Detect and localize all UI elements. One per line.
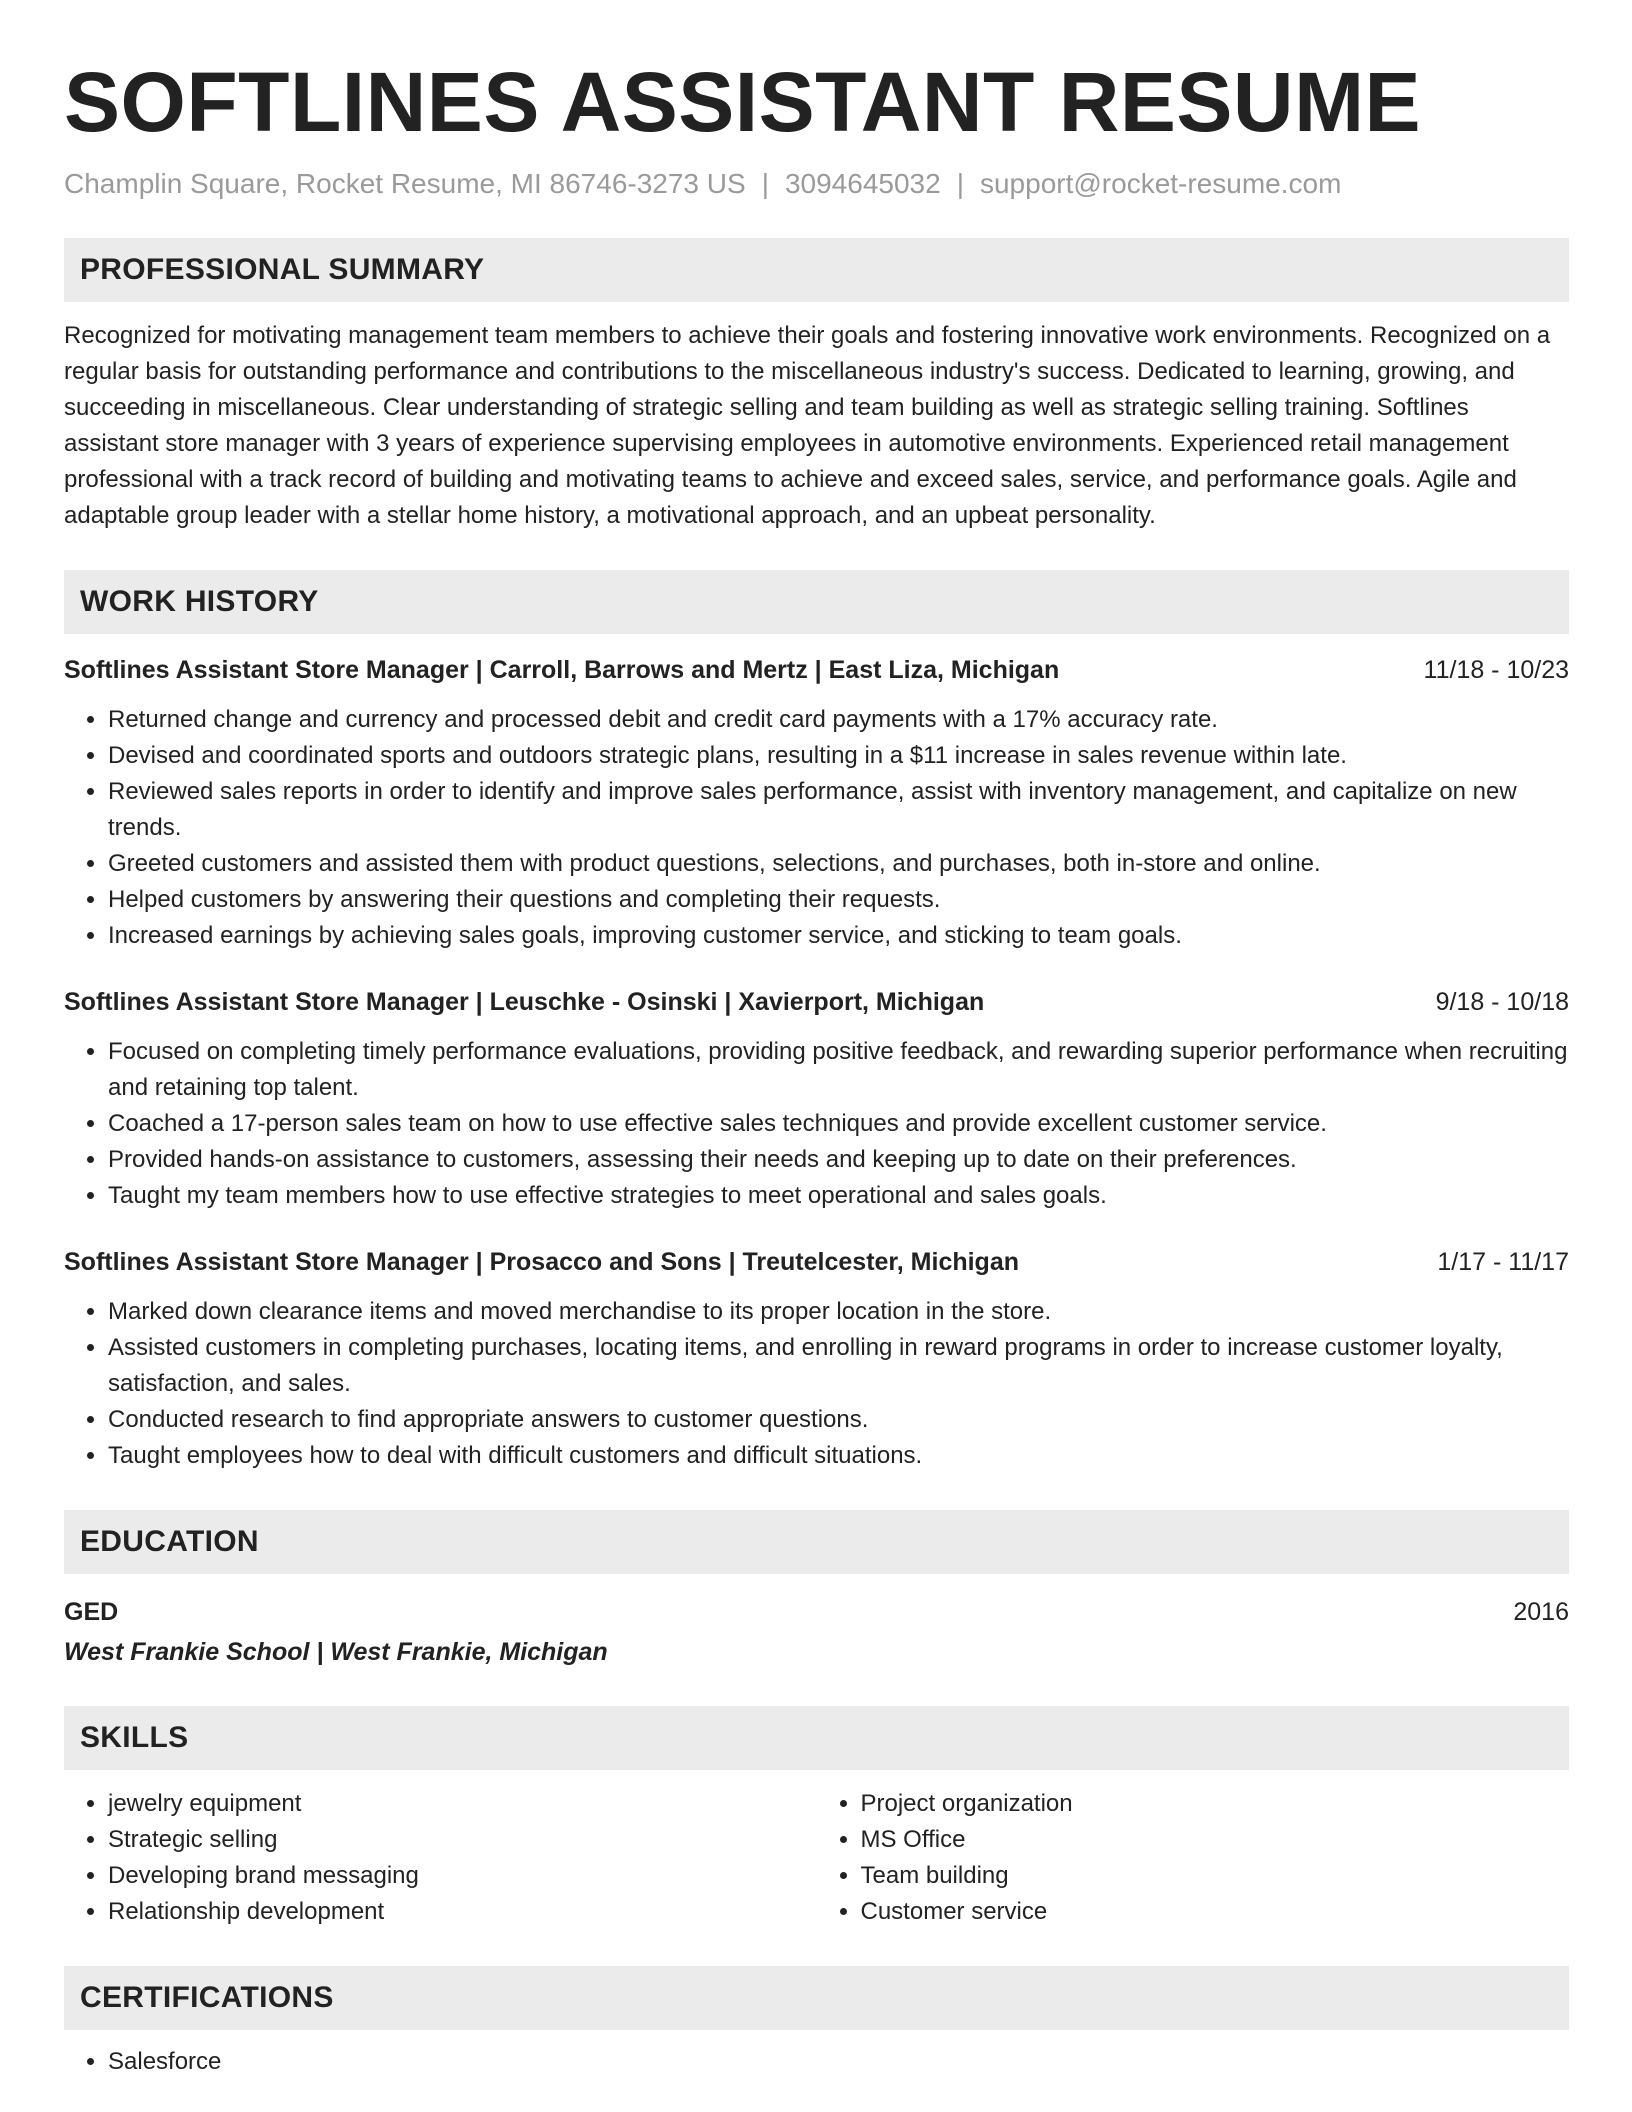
job-bullets: [64, 702, 1569, 954]
section-heading-work: WORK HISTORY: [64, 570, 1569, 634]
job-header: [64, 984, 1569, 1020]
job-dates: 11/18 - 10/23: [1423, 656, 1569, 684]
list-item: • Reviewed sales reports in order to identify and improve sales performance, assist with inventory management, and capitalize on new trends.: [108, 774, 1569, 846]
education-year: 2016: [1513, 1598, 1569, 1626]
list-item: • Devised and coordinated sports and outdoors strategic plans, resulting in a $11 increase in sales revenue within late.: [108, 738, 1569, 774]
education-school: West Frankie School | West Frankie, Michigan: [64, 1638, 608, 1666]
list-item: • Returned change and currency and processed debit and credit card payments with a 17% accuracy rate.: [108, 702, 1569, 738]
job-title: Softlines Assistant Store Manager | Prosacco and Sons | Treutelcester, Michigan: [64, 1248, 1020, 1276]
job-header: [64, 1244, 1569, 1280]
list-item: • jewelry equipment: [108, 1786, 817, 1822]
list-item: • Focused on completing timely performance evaluations, providing positive feedback, and rewarding superior performance when recruiting and retaining top talent.: [108, 1034, 1569, 1106]
list-item: • Taught employees how to deal with difficult customers and difficult situations.: [108, 1438, 1569, 1474]
education-header: [64, 1594, 1569, 1630]
job-bullets: [64, 1294, 1569, 1474]
job-title: Softlines Assistant Store Manager | Carroll, Barrows and Mertz | East Liza, Michigan: [64, 656, 1060, 684]
contact-email: support@rocket-resume.com: [979, 168, 1342, 199]
summary-text: Recognized for motivating management team members to achieve their goals and fostering innovative work environments. Recognized on a regular basis for outstanding performance and contributions to the miscellaneous industry's success. Dedicated to learning, growing, and succeeding in miscellaneous. Clear understanding of strategic selling and team building as well as strategic selling training. Softlines assistant store manager with 3 years of experience supervising employees in automotive environments. Experienced retail management professional with a track record of building and motivating teams to achieve and exceed sales, service, and performance goals. Agile and adaptable group leader with a stellar home history, a motivational approach, and an upbeat personality.: [64, 322, 1551, 529]
list-item: • MS Office: [861, 1822, 1570, 1858]
section-heading-certifications: CERTIFICATIONS: [64, 1966, 1569, 2030]
list-item: • Assisted customers in completing purchases, locating items, and enrolling in reward programs in order to increase customer loyalty, satisfaction, and sales.: [108, 1330, 1569, 1402]
list-item: • Strategic selling: [108, 1822, 817, 1858]
list-item: • Provided hands-on assistance to customers, assessing their needs and keeping up to date on their preferences.: [108, 1142, 1569, 1178]
list-item: • Conducted research to find appropriate answers to customer questions.: [108, 1402, 1569, 1438]
job-dates: 9/18 - 10/18: [1435, 988, 1569, 1016]
education-degree: GED: [64, 1598, 119, 1626]
contact-separator: |: [956, 168, 964, 199]
job-title: Softlines Assistant Store Manager | Leuschke - Osinski | Xavierport, Michigan: [64, 988, 985, 1016]
list-item: • Increased earnings by achieving sales goals, improving customer service, and sticking to team goals.: [108, 918, 1569, 954]
list-item: • Salesforce: [108, 2044, 1569, 2080]
job-entry: [64, 1244, 1569, 1474]
list-item: • Helped customers by answering their questions and completing their requests.: [108, 882, 1569, 918]
job-entry: [64, 652, 1569, 954]
list-item: • Developing brand messaging: [108, 1858, 817, 1894]
section-heading-education: EDUCATION: [64, 1510, 1569, 1574]
skills-column-left: [64, 1786, 817, 1930]
contact-line: [64, 166, 1569, 202]
list-item: • Project organization: [861, 1786, 1570, 1822]
list-item: • Customer service: [861, 1894, 1570, 1930]
job-dates: 1/17 - 11/17: [1437, 1248, 1569, 1276]
contact-address: Champlin Square, Rocket Resume, MI 86746-3273 US: [64, 168, 746, 199]
resume-name: SOFTLINES ASSISTANT RESUME: [64, 55, 1422, 149]
list-item: • Relationship development: [108, 1894, 817, 1930]
certifications-list: [64, 2044, 1569, 2080]
job-bullets: [64, 1034, 1569, 1214]
contact-phone: 3094645032: [784, 168, 941, 199]
job-header: [64, 652, 1569, 688]
list-item: • Taught my team members how to use effective strategies to meet operational and sales goals.: [108, 1178, 1569, 1214]
job-entry: [64, 984, 1569, 1214]
list-item: • Marked down clearance items and moved merchandise to its proper location in the store.: [108, 1294, 1569, 1330]
education-entry: [64, 1594, 1569, 1670]
section-heading-skills: SKILLS: [64, 1706, 1569, 1770]
skills-column-right: [817, 1786, 1570, 1930]
skills-list: [64, 1786, 1569, 1930]
section-heading-summary: PROFESSIONAL SUMMARY: [64, 238, 1569, 302]
list-item: • Coached a 17-person sales team on how to use effective sales techniques and provide excellent customer service.: [108, 1106, 1569, 1142]
list-item: • Greeted customers and assisted them with product questions, selections, and purchases, both in-store and online.: [108, 846, 1569, 882]
contact-separator: |: [761, 168, 769, 199]
list-item: • Team building: [861, 1858, 1570, 1894]
